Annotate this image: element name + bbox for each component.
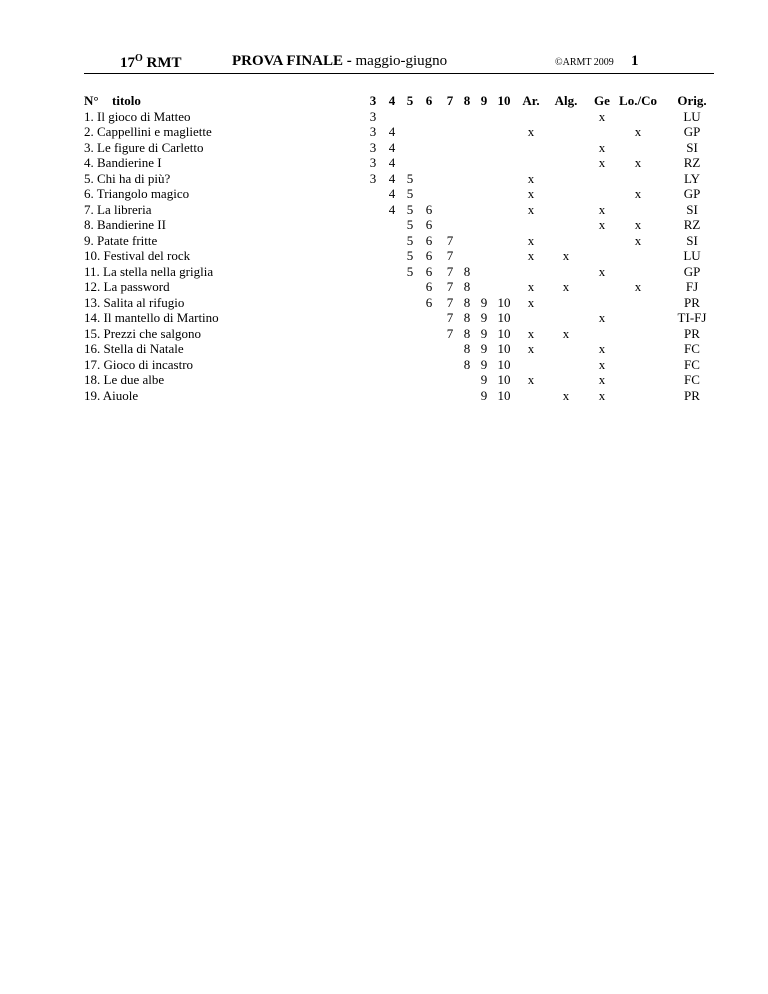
cell-ge: x (598, 341, 606, 356)
cell-title: 9. Patate fritte (84, 232, 158, 248)
cell-title: 11. La stella nella griglia (84, 263, 214, 279)
cell-loco: x (634, 155, 642, 170)
cell-level-8: 8 (463, 325, 471, 341)
column-header: 5 (406, 93, 414, 108)
cell-orig: FC (684, 372, 700, 387)
cell-orig: FC (684, 341, 700, 356)
cell-orig: FC (684, 356, 700, 372)
cell-alg: x (562, 387, 570, 403)
cell-level-4: 4 (388, 124, 396, 139)
cell-alg: x (562, 325, 570, 341)
cell-level-7: 7 (446, 325, 454, 341)
cell-ar: x (527, 294, 535, 310)
cell-level-9: 9 (480, 310, 488, 325)
cell-title: 10. Festival del rock (84, 248, 191, 263)
column-header: 10 (497, 93, 511, 108)
cell-title: 19. Aiuole (84, 387, 139, 403)
cell-ge: x (598, 310, 606, 325)
page-header (0, 0, 768, 80)
cell-ge: x (598, 387, 606, 403)
cell-orig: TI-FJ (677, 310, 707, 325)
cell-level-10: 10 (497, 356, 511, 372)
cell-level-7: 7 (446, 232, 454, 248)
cell-orig: SI (686, 201, 698, 217)
cell-level-5: 5 (406, 232, 414, 248)
cell-level-8: 8 (463, 310, 471, 325)
cell-orig: SI (686, 232, 698, 248)
cell-orig: PR (684, 325, 700, 341)
cell-loco: x (634, 217, 642, 232)
cell-title: 7. La libreria (84, 201, 152, 217)
cell-level-5: 5 (406, 248, 414, 263)
cell-title: 17. Gioco di incastro (84, 356, 194, 372)
cell-level-10: 10 (497, 372, 511, 387)
cell-ge: x (598, 263, 606, 279)
cell-level-6: 6 (425, 263, 433, 279)
cell-title: 18. Le due albe (84, 372, 165, 387)
title-dash: - (346, 53, 352, 69)
cell-level-7: 7 (446, 294, 454, 310)
column-header: Ge (594, 93, 610, 108)
cell-ge: x (598, 217, 606, 232)
cell-orig: SI (686, 139, 698, 155)
cell-ge: x (598, 155, 606, 170)
cell-level-9: 9 (480, 341, 488, 356)
cell-level-5: 5 (406, 186, 414, 201)
cell-title: 5. Chi ha di più? (84, 170, 171, 186)
cell-ar: x (527, 279, 535, 294)
cell-orig: FJ (685, 279, 699, 294)
cell-title: 3. Le figure di Carletto (84, 139, 204, 155)
cell-level-8: 8 (463, 341, 471, 356)
cell-level-5: 5 (406, 170, 414, 186)
edition-label (120, 53, 182, 72)
column-header: 4 (388, 93, 396, 108)
cell-level-8: 8 (463, 356, 471, 372)
cell-title: 16. Stella di Natale (84, 341, 184, 356)
cell-level-4: 4 (388, 139, 396, 155)
column-header: Orig. (677, 93, 707, 108)
cell-level-3: 3 (369, 108, 377, 124)
cell-ge: x (598, 108, 606, 124)
cell-level-9: 9 (480, 294, 488, 310)
cell-title: 13. Salita al rifugio (84, 294, 185, 310)
cell-ar: x (527, 325, 535, 341)
cell-ar: x (527, 372, 535, 387)
cell-ge: x (598, 139, 606, 155)
cell-loco: x (634, 279, 642, 294)
cell-ar: x (527, 124, 535, 139)
cell-level-10: 10 (497, 310, 511, 325)
edition-superscript: O (135, 53, 143, 64)
cell-alg: x (562, 279, 570, 294)
cell-level-3: 3 (369, 170, 377, 186)
cell-alg: x (562, 248, 570, 263)
cell-loco: x (634, 232, 642, 248)
cell-level-5: 5 (406, 201, 414, 217)
cell-orig: PR (684, 387, 700, 403)
cell-orig: PR (684, 294, 700, 310)
cell-level-6: 6 (425, 232, 433, 248)
cell-ar: x (527, 232, 535, 248)
cell-level-10: 10 (497, 341, 511, 356)
column-header: 7 (446, 93, 454, 108)
column-header: titolo (112, 93, 141, 108)
cell-level-6: 6 (425, 217, 433, 232)
page-title (232, 53, 447, 70)
cell-level-4: 4 (388, 186, 396, 201)
edition-number: 17 (120, 55, 135, 71)
column-header: 3 (369, 93, 377, 108)
cell-level-10: 10 (497, 387, 511, 403)
cell-orig: GP (683, 124, 701, 139)
cell-level-6: 6 (425, 294, 433, 310)
period: maggio-giugno (355, 53, 448, 69)
cell-level-9: 9 (480, 387, 488, 403)
cell-title: 1. Il gioco di Matteo (84, 108, 191, 124)
column-header: 6 (425, 93, 433, 108)
cell-ge: x (598, 356, 606, 372)
cell-title: 6. Triangolo magico (84, 186, 190, 201)
cell-level-7: 7 (446, 263, 454, 279)
cell-title: 15. Prezzi che salgono (84, 325, 201, 341)
cell-level-6: 6 (425, 248, 433, 263)
cell-level-9: 9 (480, 325, 488, 341)
column-header: N° (84, 93, 99, 108)
cell-level-4: 4 (388, 155, 396, 170)
cell-level-3: 3 (369, 124, 377, 139)
cell-loco: x (634, 186, 642, 201)
header-rule (84, 73, 714, 74)
cell-ar: x (527, 170, 535, 186)
cell-orig: RZ (683, 155, 701, 170)
cell-ge: x (598, 372, 606, 387)
cell-level-7: 7 (446, 279, 454, 294)
cell-orig: LU (683, 108, 701, 124)
cell-orig: GP (683, 186, 701, 201)
cell-level-9: 9 (480, 356, 488, 372)
cell-title: 12. La password (84, 279, 170, 294)
cell-title: 14. Il mantello di Martino (84, 310, 219, 325)
cell-orig: LU (683, 248, 701, 263)
cell-title: 8. Bandierine II (84, 217, 166, 232)
column-header: Lo./Co (619, 93, 657, 108)
cell-orig: LY (683, 170, 701, 186)
cell-title: 4. Bandierine I (84, 155, 162, 170)
cell-ar: x (527, 248, 535, 263)
cell-level-4: 4 (388, 170, 396, 186)
cell-level-5: 5 (406, 263, 414, 279)
cell-level-5: 5 (406, 217, 414, 232)
cell-title: 2. Cappellini e magliette (84, 124, 212, 139)
cell-ar: x (527, 201, 535, 217)
cell-level-4: 4 (388, 201, 396, 217)
edition-rest: RMT (146, 55, 182, 71)
cell-ar: x (527, 341, 535, 356)
cell-level-7: 7 (446, 310, 454, 325)
cell-level-9: 9 (480, 372, 488, 387)
cell-level-10: 10 (497, 294, 511, 310)
column-header: Alg. (554, 93, 578, 108)
cell-level-8: 8 (463, 263, 471, 279)
cell-orig: GP (683, 263, 701, 279)
column-header: 8 (463, 93, 471, 108)
page-number: 1 (631, 53, 639, 69)
cell-level-10: 10 (497, 325, 511, 341)
cell-level-6: 6 (425, 201, 433, 217)
cell-level-6: 6 (425, 279, 433, 294)
cell-level-7: 7 (446, 248, 454, 263)
cell-ge: x (598, 201, 606, 217)
cell-level-8: 8 (463, 294, 471, 310)
title-bold: PROVA FINALE (232, 53, 343, 69)
cell-ar: x (527, 186, 535, 201)
column-header: Ar. (522, 93, 540, 108)
cell-level-3: 3 (369, 139, 377, 155)
cell-loco: x (634, 124, 642, 139)
cell-level-3: 3 (369, 155, 377, 170)
cell-orig: RZ (683, 217, 701, 232)
copyright: ©ARMT 2009 (555, 57, 614, 68)
cell-level-8: 8 (463, 279, 471, 294)
column-header: 9 (480, 93, 488, 108)
